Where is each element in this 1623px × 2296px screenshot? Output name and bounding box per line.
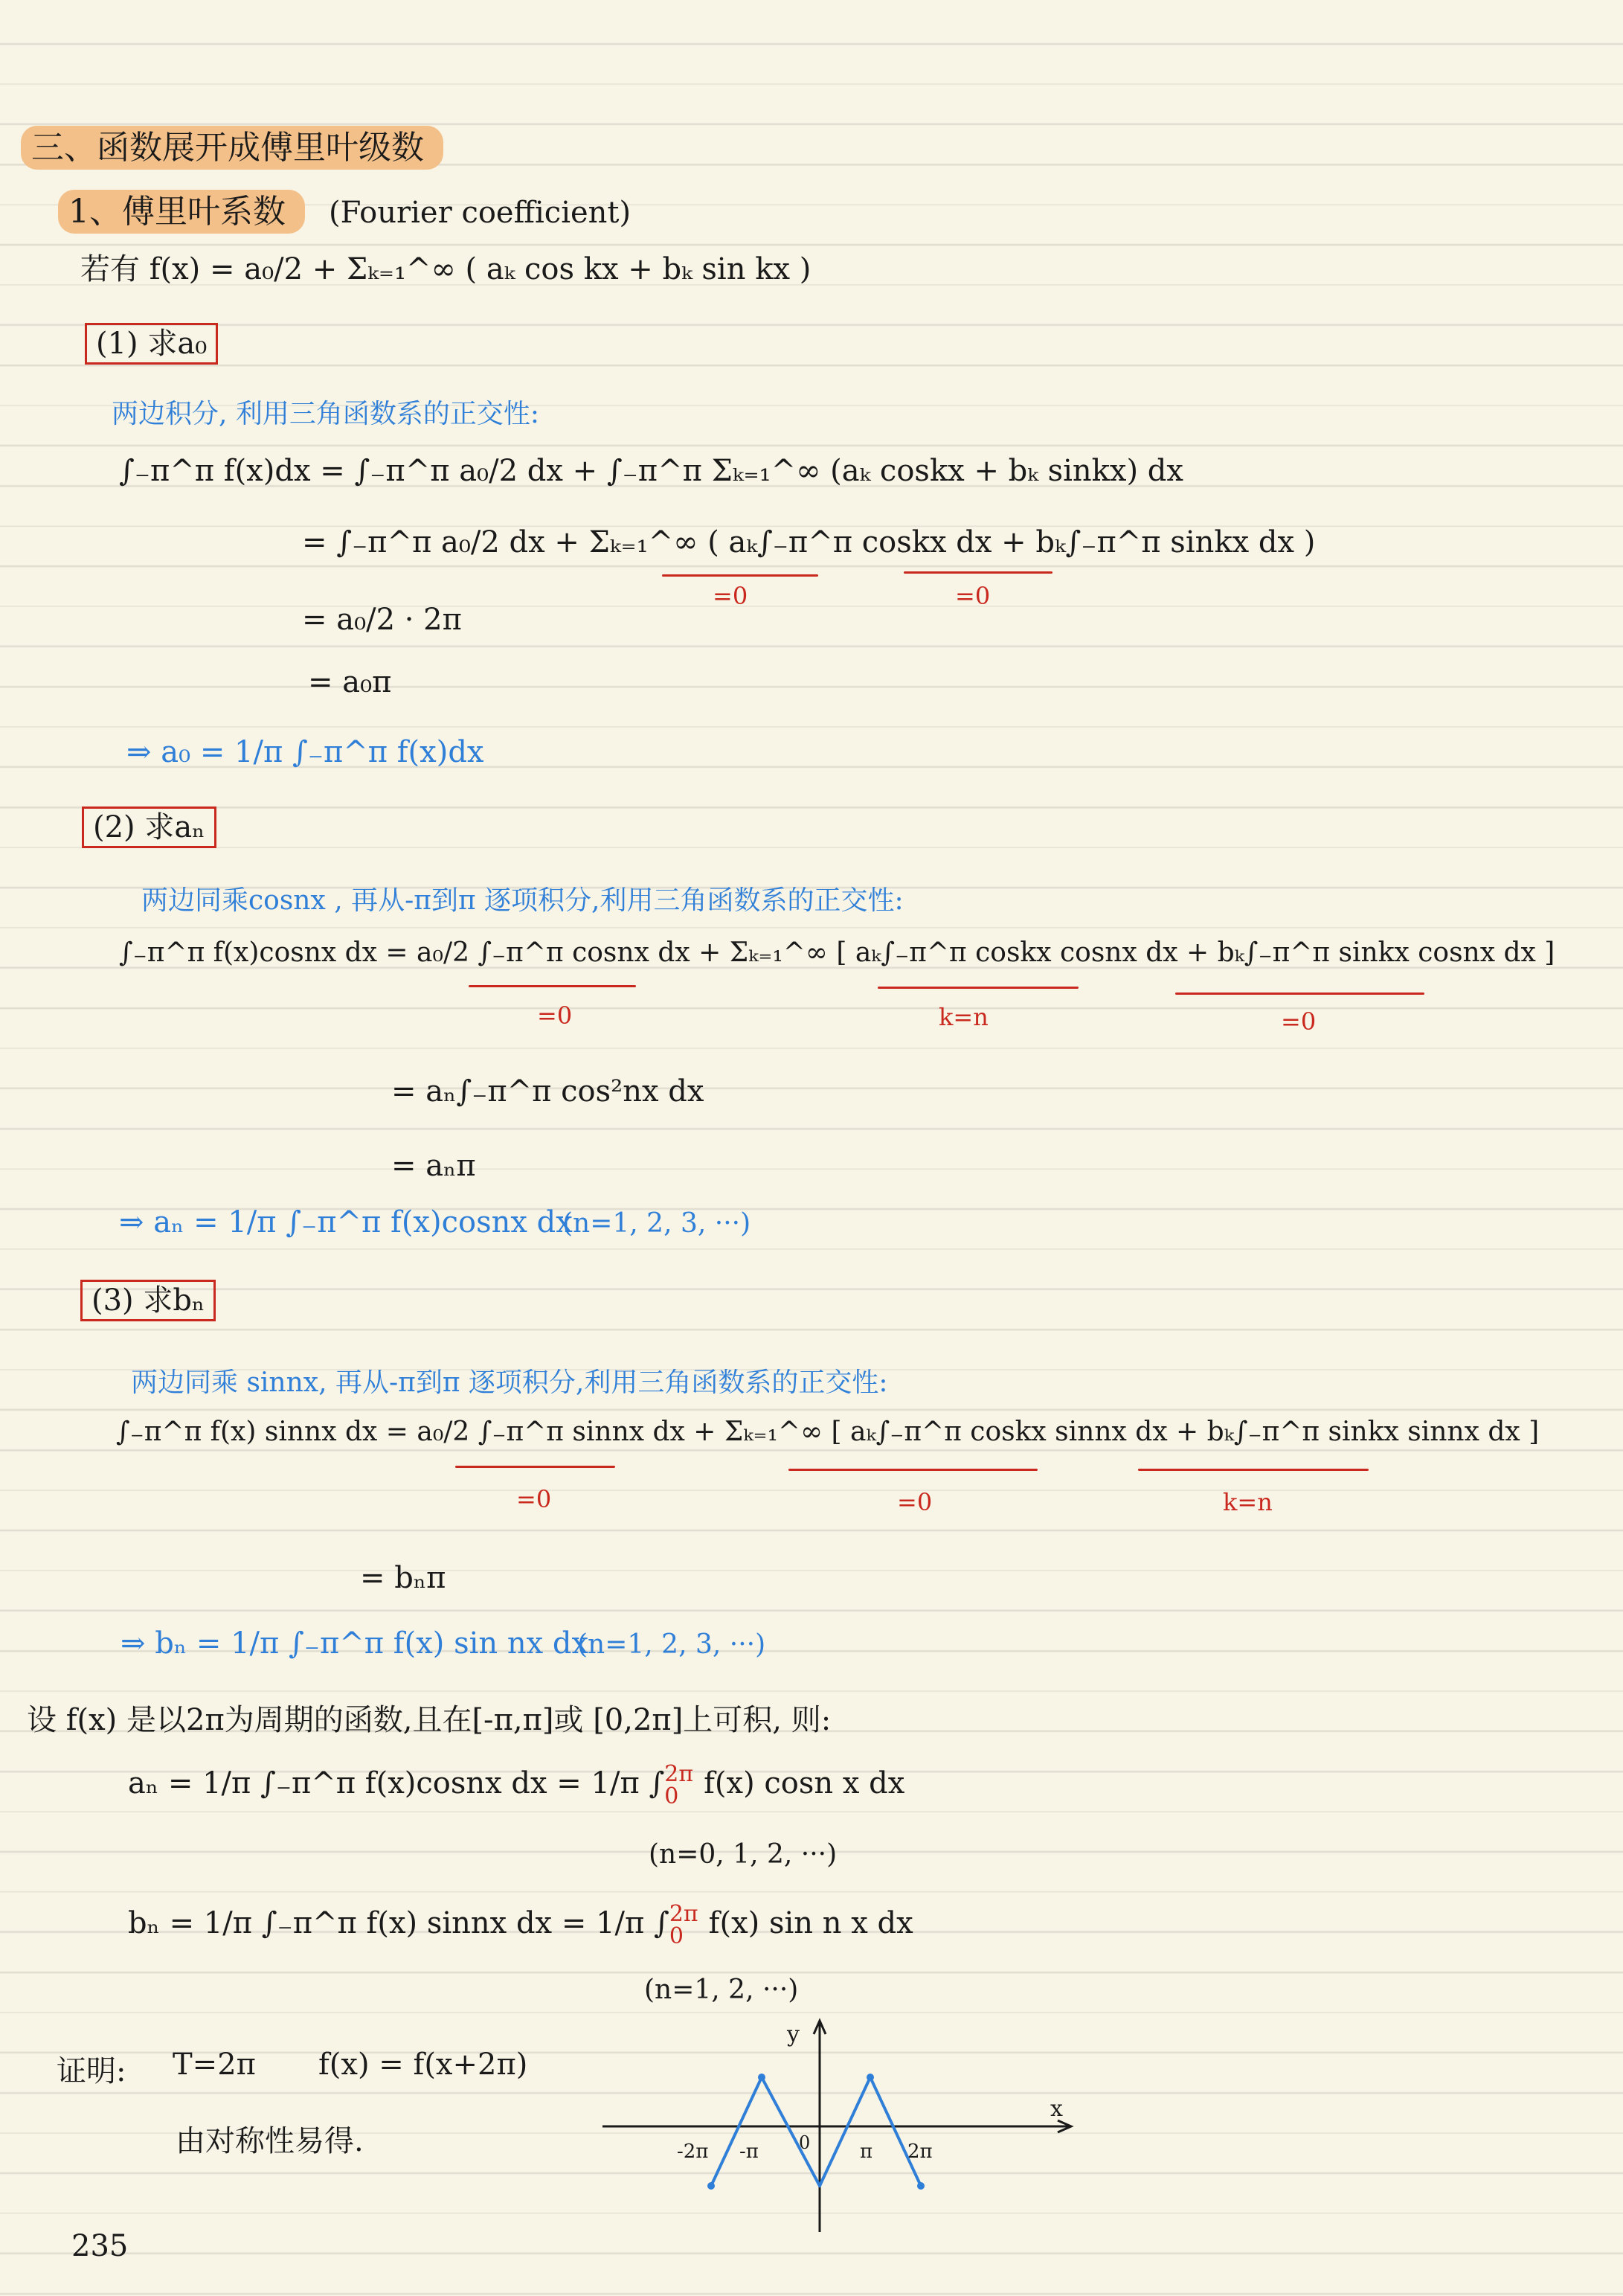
part3-note: 两边同乘 sinnx, 再从-π到π 逐项积分,利用三角函数系的正交性: [131, 1367, 888, 1398]
part1-line2: = ∫₋π^π a₀/2 dx + Σₖ₌₁^∞ ( aₖ∫₋π^π coskx dx + bₖ∫₋π^π sinkx dx ) [302, 525, 1316, 559]
wave-peak-right [867, 2074, 874, 2081]
part2-result: ⇒ aₙ = 1/π ∫₋π^π f(x)cosnx dx [119, 1205, 573, 1240]
wave-endpoint-left [707, 2182, 715, 2190]
part2-zero-1: =0 [537, 1001, 573, 1030]
proof-label: 证明: [57, 2054, 126, 2088]
wave-peak-left [758, 2074, 765, 2081]
tick-label-2pi: 2π [907, 2141, 933, 2163]
part3-result: ⇒ bₙ = 1/π ∫₋π^π f(x) sin nx dx [120, 1626, 589, 1661]
part2-box: (2) 求aₙ [82, 807, 216, 848]
part3-underline-2 [788, 1469, 1038, 1471]
periodic-bn-upper: 2π [669, 1901, 698, 1927]
part3-range: (n=1, 2, 3, ···) [577, 1629, 766, 1660]
page-number: 235 [71, 2229, 129, 2263]
periodic-bn-right: f(x) sin n x dx [708, 1906, 913, 1940]
part2-note: 两边同乘cosnx , 再从-π到π 逐项积分,利用三角函数系的正交性: [141, 885, 904, 916]
part2-underline-1 [469, 985, 636, 987]
subsection-english: (Fourier coefficient) [329, 196, 631, 230]
part3-line1: ∫₋π^π f(x) sinnx dx = a₀/2 ∫₋π^π sinnx dx + Σₖ₌₁^∞ [ aₖ∫₋π^π coskx sinnx dx + bₖ∫₋π^π sinkx sinnx dx ] [116, 1417, 1540, 1447]
proof-note: 由对称性易得. [176, 2124, 364, 2158]
periodic-an-left: aₙ = 1/π ∫₋π^π f(x)cosnx dx = 1/π ∫ [128, 1766, 665, 1800]
origin-label: 0 [799, 2132, 811, 2153]
periodic-bn-range: (n=1, 2, ···) [644, 1975, 799, 2005]
periodic-an-upper: 2π [664, 1761, 694, 1787]
periodic-statement: 设 f(x) 是以2π为周期的函数,且在[-π,π]或 [0,2π]上可积, 则: [27, 1703, 832, 1737]
y-axis-label: y [787, 2021, 800, 2048]
part1-note: 两边积分, 利用三角函数系的正交性: [112, 399, 540, 429]
part1-box: (1) 求a₀ [85, 323, 218, 365]
subsection-title: 1、傅里叶系数 [58, 190, 305, 234]
section-title: 三、函数展开成傅里叶级数 [21, 126, 443, 170]
periodic-an-lower: 0 [664, 1783, 679, 1809]
part2-line1: ∫₋π^π f(x)cosnx dx = a₀/2 ∫₋π^π cosnx dx + Σₖ₌₁^∞ [ aₖ∫₋π^π coskx cosnx dx + bₖ∫₋π^π sinkx cosnx dx ] [119, 937, 1555, 968]
part3-box: (3) 求bₙ [80, 1280, 216, 1321]
part1-zero-1: =0 [713, 582, 748, 610]
part1-zero-2: =0 [955, 582, 991, 610]
x-axis-label: x [1050, 2096, 1063, 2122]
part3-kn: k=n [1223, 1488, 1273, 1516]
part2-range: (n=1, 2, 3, ···) [562, 1208, 751, 1239]
tick-label-neg-2pi: -2π [677, 2141, 709, 2163]
periodic-an-formula [128, 1763, 904, 1808]
series-definition: 若有 f(x) = a₀/2 + Σₖ₌₁^∞ ( aₖ cos kx + bₖ sin kx ) [80, 252, 812, 286]
part1-line3: = a₀/2 · 2π [302, 603, 462, 637]
part2-underline-2 [878, 987, 1079, 989]
periodic-bn-left: bₙ = 1/π ∫₋π^π f(x) sinnx dx = 1/π ∫ [128, 1906, 669, 1940]
part3-line2: = bₙπ [360, 1561, 446, 1595]
triangle-wave-line [711, 2077, 921, 2186]
part3-zero-1: =0 [516, 1485, 552, 1513]
part1-line4: = a₀π [308, 665, 392, 699]
part2-underline-3 [1175, 993, 1424, 995]
part2-kn: k=n [939, 1003, 989, 1031]
part2-line3: = aₙπ [391, 1149, 476, 1183]
proof-relation: f(x) = f(x+2π) [318, 2048, 528, 2082]
proof-period: T=2π [173, 2048, 256, 2082]
part3-underline-1 [455, 1466, 615, 1468]
part1-line1: ∫₋π^π f(x)dx = ∫₋π^π a₀/2 dx + ∫₋π^π Σₖ₌₁^∞ (aₖ coskx + bₖ sinkx) dx [119, 454, 1183, 488]
wave-endpoint-right [917, 2182, 925, 2190]
part1-result: ⇒ a₀ = 1/π ∫₋π^π f(x)dx [126, 735, 484, 769]
part1-underline-2 [904, 571, 1052, 574]
part3-zero-2: =0 [897, 1488, 933, 1516]
periodic-bn-formula [128, 1903, 913, 1948]
tick-label-neg-pi: -π [739, 2141, 759, 2163]
part1-underline-1 [662, 574, 818, 577]
part3-underline-3 [1138, 1469, 1369, 1471]
periodic-an-range: (n=0, 1, 2, ···) [649, 1839, 838, 1870]
periodic-an-right: f(x) cosn x dx [704, 1766, 905, 1800]
triangle-wave-graph [602, 2016, 1079, 2239]
part2-line2: = aₙ∫₋π^π cos²nx dx [391, 1074, 704, 1109]
periodic-bn-lower: 0 [669, 1923, 684, 1949]
part2-zero-2: =0 [1281, 1007, 1317, 1036]
tick-label-pi: π [860, 2141, 873, 2163]
